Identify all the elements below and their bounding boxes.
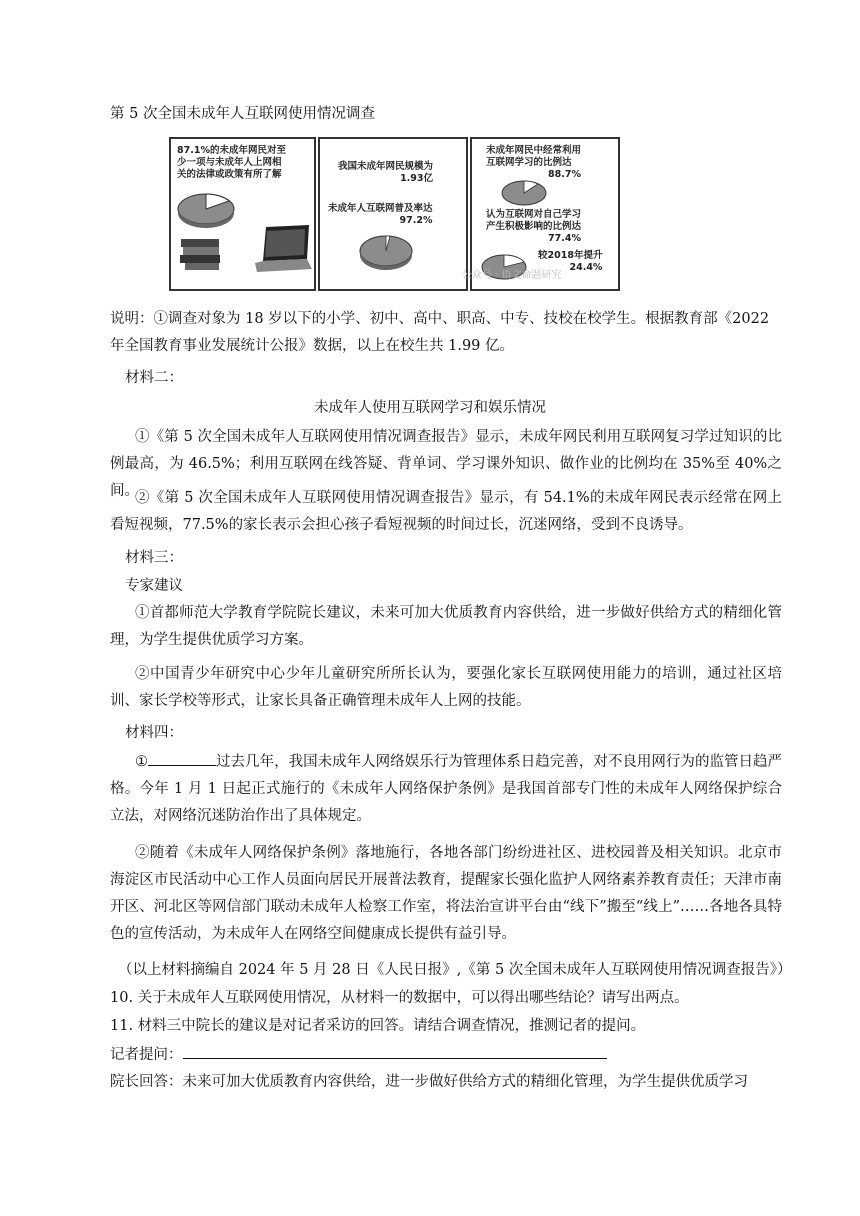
panel3-study-text: 未成年网民中经常利用 互联网学习的比例达 88.7% — [486, 145, 582, 180]
material-2-label: 材料二： — [125, 370, 183, 386]
fill-in-blank[interactable] — [148, 751, 216, 766]
material-2-title: 未成年人使用互联网学习和娱乐情况 — [314, 400, 546, 416]
material-3-paragraph-2: ②中国青少年研究中心少年儿童研究所所长认为，要强化家长互联网使用能力的培训，通过社区培训、家长学校等形式，让家长具备正确管理未成年人上网的技能。 — [110, 666, 782, 709]
question-10: 10. 关于未成年人互联网使用情况，从材料一的数据中，可以得出哪些结论？请写出两点。 — [110, 990, 689, 1006]
source-citation: （以上材料摘编自 2024 年 5 月 28 日《人民日报》,《第 5 次全国未成年人互联网使用情况调查报告》） — [118, 962, 792, 978]
material-4-label: 材料四： — [125, 725, 183, 741]
material-3-label: 材料三： — [125, 550, 183, 566]
books-icon — [180, 239, 220, 270]
panel3-rise-text: 较2018年提升 24.4% — [538, 250, 603, 273]
survey-title: 第 5 次全国未成年人互联网使用情况调查 — [110, 106, 375, 122]
panel1-pie-chart — [178, 194, 234, 228]
panel1-graphics — [171, 139, 314, 289]
answer-blank[interactable] — [183, 1044, 607, 1059]
note-line-1: 说明：①调查对象为 18 岁以下的小学、初中、高中、职高、中专、技校在校学生。根据教育部《2022 — [110, 311, 770, 327]
note-line-2: 年全国教育事业发展统计公报》数据，以上在校生共 1.99 亿。 — [110, 338, 515, 354]
material-2-paragraph-1: ①《第 5 次全国未成年人互联网使用情况调查报告》显示，未成年网民利用互联网复习学过知识的比例最高，为 46.5%；利用互联网在线答疑、背单词、学习课外知识、做作业的比例均在 35%至 40%之间。 — [110, 429, 782, 499]
panel2-pie-chart — [320, 139, 466, 289]
panel3-effect-text: 认为互联网对自己学习 产生积极影响的比例达 77.4% — [486, 209, 582, 244]
panel2-scale-text: 我国未成年网民规模为 1.93亿 — [338, 161, 434, 184]
material-4-paragraph-2: ②随着《未成年人网络保护条例》落地施行，各地各部门纷纷进社区、进校园普及相关知识。北京市海淀区市民活动中心工作人员面向居民开展普法教育，提醒家长强化监护人网络素养教育责任；天津市南开区、河北区等网信部门联动未成年人检察工作室，将法治宣讲平台由“线下”搬至“线上”……各地各具特色的宣传活动，为未成年人在网络空间健康成长提供有益引导。 — [110, 845, 782, 942]
material-4-paragraph-1: ① 过去几年，我国未成年人网络娱乐行为管理体系日趋完善，对不良用网行为的监管日趋严格。今年 1 月 1 日起正式施行的《未成年人网络保护条例》是我国首部专门性的未成年人网络保护综合立法，对网络沉迷防治作出了具体规定。 — [110, 749, 782, 830]
material-3-subtitle: 专家建议 — [125, 578, 183, 594]
material-2-paragraph-2: ②《第 5 次全国未成年人互联网使用情况调查报告》显示，有 54.1%的未成年网民表示经常在网上看短视频，77.5%的家长表示会担心孩子看短视频的时间过长，沉迷网络，受到不良诱导。 — [110, 490, 782, 533]
dean-answer: 院长回答：未来可加大优质教育内容供给，进一步做好供给方式的精细化管理，为学生提供优质学习 — [110, 1074, 748, 1090]
material-3-paragraph-1: ①首都师范大学教育学院院长建议，未来可加大优质教育内容供给，进一步做好供给方式的精细化管理，为学生提供优质学习方案。 — [110, 605, 782, 648]
panel2-rate-text: 未成年人互联网普及率达 97.2% — [328, 203, 433, 226]
reporter-question-line: 记者提问： — [110, 1044, 607, 1065]
panel1-text: 87.1%的未成年网民对至 少一项与未成年人上网相 关的法律或政策有所了解 — [177, 145, 286, 180]
laptop-icon — [255, 225, 312, 272]
infographic-panel-2 — [318, 137, 468, 291]
question-11: 11. 材料三中院长的建议是对记者采访的回答。请结合调查情况，推测记者的提问。 — [110, 1018, 646, 1034]
watermark: 公众号 · 语文命题研究 — [462, 270, 562, 281]
infographic-panel-1 — [169, 137, 316, 291]
panel3-pie-study — [502, 181, 546, 205]
